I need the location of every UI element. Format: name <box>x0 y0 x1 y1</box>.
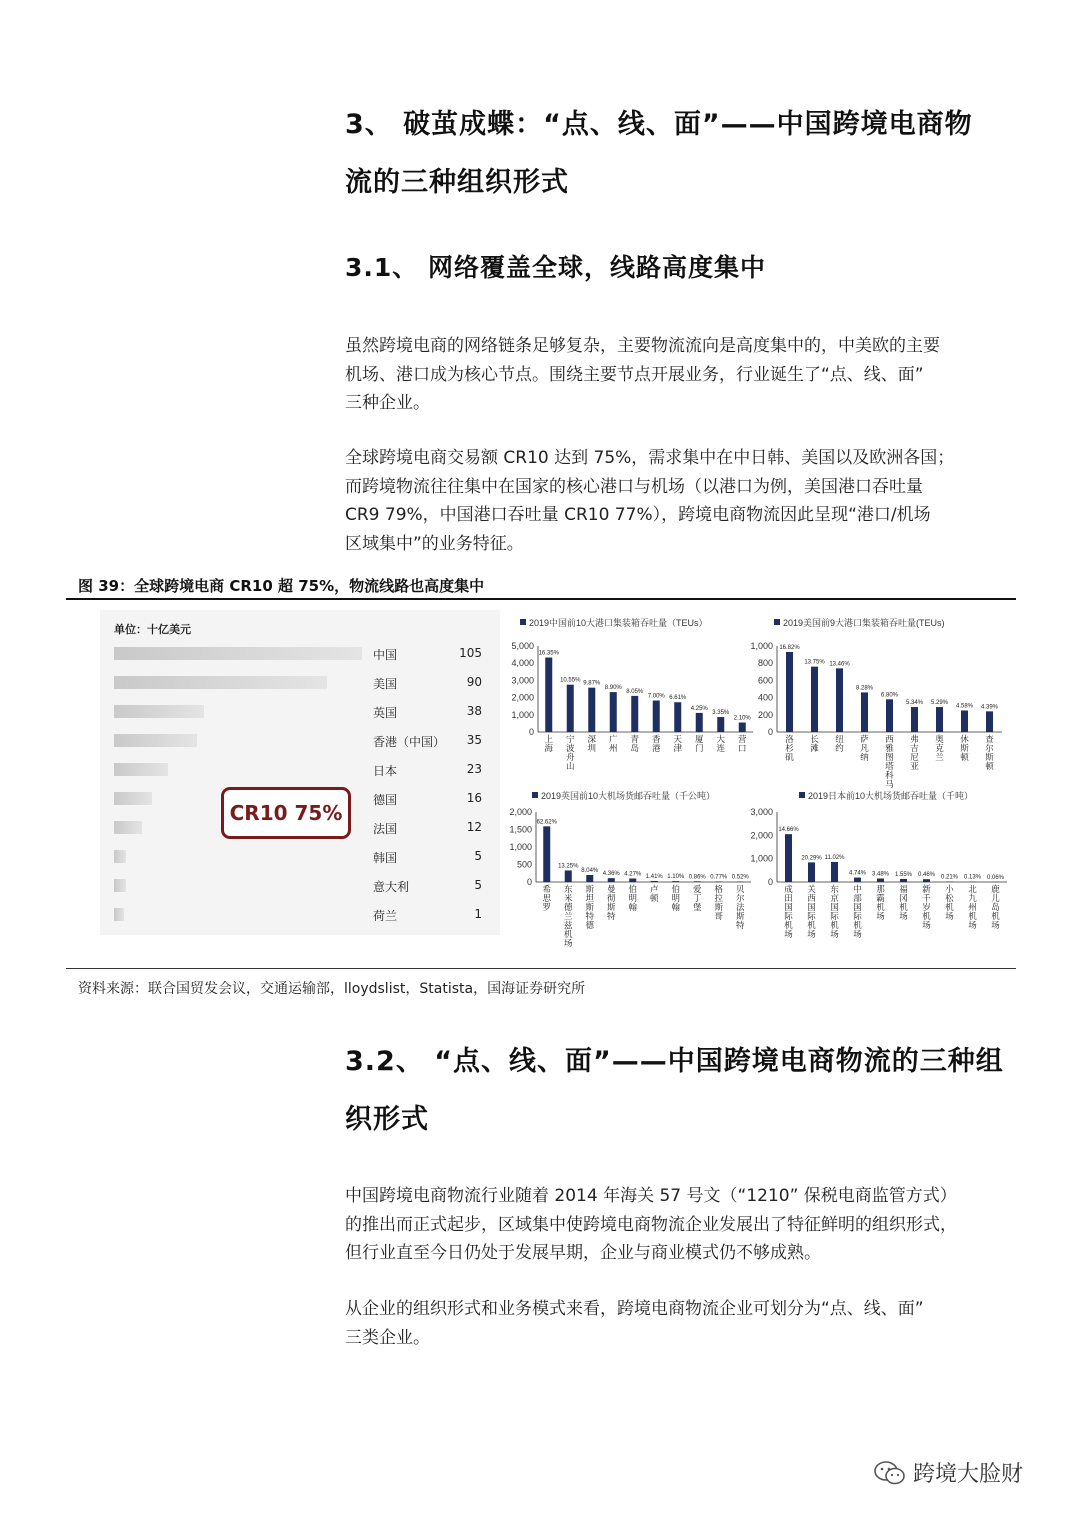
hbar-8 <box>114 879 126 892</box>
section-32-line1: 3.2、 “点、线、面”——中国跨境电商物流的三种组 <box>345 1046 1004 1077</box>
y-tick-label: 0 <box>528 727 534 737</box>
x-category-label: 弗吉尼亚 <box>910 735 919 772</box>
hbar-5 <box>114 792 152 805</box>
cr10-badge: CR10 75% <box>221 787 351 839</box>
vbar <box>651 881 658 882</box>
vbar <box>629 879 636 883</box>
watermark <box>873 1457 1023 1488</box>
data-label: 16.35% <box>538 650 559 657</box>
data-label: 2.10% <box>733 715 751 722</box>
x-category-label: 广州 <box>608 735 618 754</box>
x-category-label: 上海 <box>544 735 554 754</box>
vbar <box>672 881 679 882</box>
x-category-label: 厦门 <box>694 735 704 754</box>
chart-title-marker <box>520 619 526 625</box>
main-heading-line1: 3、 破茧成蝶：“点、线、面”——中国跨境电商物 <box>345 109 973 140</box>
x-category-label: 西雅图塔科马 <box>885 735 894 790</box>
vbar <box>696 713 703 732</box>
x-category-label: 希思罗 <box>542 885 552 913</box>
data-label: 4.36% <box>602 871 620 878</box>
y-tick-label: 1,000 <box>750 853 773 864</box>
figure-bottom-rule <box>66 968 1016 969</box>
x-category-label: 鹿儿岛机场 <box>991 885 1000 931</box>
section-32-line2: 织形式 <box>345 1104 429 1135</box>
y-tick-label: 1,000 <box>511 709 534 720</box>
data-label: 3.35% <box>712 710 730 717</box>
y-tick-label: 600 <box>757 675 773 686</box>
x-category-label: 成田国际机场 <box>784 885 793 940</box>
hbar-value-label: 5 <box>474 878 482 892</box>
data-label: 1.10% <box>667 874 685 881</box>
y-tick-label: 400 <box>757 692 773 703</box>
chart-title: 2019中国前10大港口集装箱吞吐量（TEUs） <box>529 618 708 628</box>
x-category-label: 天津 <box>673 735 683 754</box>
y-tick-label: 0 <box>526 877 532 887</box>
hbar-category-label: 中国 <box>373 648 398 662</box>
x-category-label: 大连 <box>716 735 726 754</box>
hbar-category-label: 荷兰 <box>373 909 398 923</box>
section-31-title: 3.1、 网络覆盖全球，线路高度集中 <box>345 253 766 282</box>
vbar <box>608 878 615 882</box>
hbar-2 <box>114 705 204 718</box>
data-label: 4.58% <box>955 703 974 710</box>
vbar <box>610 692 617 732</box>
para3-line1: 中国跨境电商物流行业随着 2014 年海关 57 号文（“1210” 保税电商监管方式） <box>345 1186 957 1206</box>
x-category-label: 格拉斯哥 <box>714 885 724 922</box>
paragraph-3 <box>345 1182 1015 1268</box>
vbar <box>653 701 660 732</box>
vbar <box>936 707 943 732</box>
data-label: 0.06% <box>986 874 1005 881</box>
hbar-value-label: 90 <box>466 675 482 689</box>
figure-title: 图 39：全球跨境电商 CR10 超 75%，物流线路也高度集中 <box>78 577 485 595</box>
paragraph-1 <box>345 332 1015 418</box>
hbar-category-label: 意大利 <box>373 880 410 894</box>
data-label: 9.87% <box>583 680 601 687</box>
paragraph-2 <box>345 444 1015 558</box>
x-category-label: 中部国际机场 <box>853 885 862 940</box>
para1-line3: 三种企业。 <box>345 393 430 413</box>
x-category-label: 爱丁堡 <box>692 885 702 913</box>
data-label: 3.48% <box>871 871 890 878</box>
vbar <box>831 862 838 882</box>
data-label: 1.55% <box>894 871 913 878</box>
data-label: 10.55% <box>560 677 581 684</box>
data-label: 62.62% <box>536 819 557 826</box>
vbar <box>694 881 701 882</box>
y-tick-label: 500 <box>516 859 532 870</box>
data-label: 1.41% <box>645 873 663 880</box>
vbar <box>545 658 552 732</box>
figure-top-rule <box>66 598 1016 600</box>
x-category-label: 那霸机场 <box>876 885 885 922</box>
chart-title-marker <box>774 619 780 625</box>
vbar <box>631 696 638 732</box>
vbar <box>565 870 572 882</box>
section-32-title <box>345 1033 1015 1149</box>
para4-line1: 从企业的组织形式和业务模式来看，跨境电商物流企业可划分为“点、线、面” <box>345 1299 924 1319</box>
wechat-icon <box>873 1460 907 1486</box>
x-category-label: 伯明翰 <box>628 885 638 913</box>
vbar <box>923 879 930 882</box>
x-category-label: 查尔斯顿 <box>985 735 994 772</box>
x-category-label: 曼彻斯特 <box>606 885 616 922</box>
paragraph-4 <box>345 1295 1015 1352</box>
para2-line2: 而跨境物流往往集中在国家的核心港口与机场（以港口为例，美国港口吞吐量 <box>345 476 923 497</box>
y-tick-label: 200 <box>757 709 773 720</box>
main-heading <box>345 96 1015 212</box>
data-label: 8.05% <box>626 688 644 695</box>
y-tick-label: 2,000 <box>750 830 773 841</box>
y-tick-label: 5,000 <box>511 641 534 651</box>
chart-title: 2019英国前10大机场货邮吞吐量（千公吨） <box>541 791 716 801</box>
x-category-label: 卢顿 <box>649 885 659 904</box>
data-label: 0.46% <box>917 872 936 879</box>
data-label: 14.66% <box>778 827 799 834</box>
x-category-label: 北九州机场 <box>968 885 977 931</box>
y-tick-label: 2,000 <box>511 692 534 703</box>
x-category-label: 长滩 <box>810 735 819 754</box>
para1-line1: 虽然跨境电商的网络链条足够复杂，主要物流流向是高度集中的，中美欧的主要 <box>345 336 940 356</box>
hbar-category-label: 日本 <box>373 764 398 778</box>
hbar-category-label: 英国 <box>373 706 398 720</box>
port-airport-charts <box>500 608 1015 953</box>
hbar-1 <box>114 676 327 689</box>
y-tick-label: 1,000 <box>750 641 773 651</box>
x-category-label: 福冈机场 <box>899 885 908 922</box>
vbar <box>854 878 861 882</box>
chart-title-marker <box>532 792 538 798</box>
figure-source: 资料来源：联合国贸发会议，交通运输部，lloydslist，Statista，国海证券研究所 <box>78 981 586 997</box>
vbar <box>911 707 918 732</box>
vbar <box>715 881 722 882</box>
para3-line2: 的推出而正式起步，区域集中使跨境电商物流企业发展出了特征鲜明的组织形式， <box>345 1214 957 1235</box>
x-category-label: 贝尔法斯特 <box>735 885 745 931</box>
data-label: 13.46% <box>829 661 850 668</box>
x-category-label: 新千岁机场 <box>922 885 931 931</box>
data-label: 13.75% <box>804 659 825 666</box>
x-category-label: 香港 <box>651 735 661 754</box>
x-category-label: 小松机场 <box>945 885 954 922</box>
vbar <box>886 699 893 732</box>
x-category-label: 休斯顿 <box>960 735 969 763</box>
data-label: 8.90% <box>604 685 622 692</box>
hbar-category-label: 德国 <box>373 793 398 807</box>
hbar-value-label: 5 <box>474 849 482 863</box>
data-label: 6.80% <box>880 692 899 699</box>
vbar <box>900 879 907 882</box>
data-label: 4.27% <box>624 871 642 878</box>
vbar <box>811 667 818 732</box>
chart-title-marker <box>799 792 805 798</box>
para2-line1: 全球跨境电商交易额 CR10 达到 75%，需求集中在中日韩、美国以及欧洲各国； <box>345 448 955 468</box>
chart-title: 2019美国前9大港口集装箱吞吐量(TEUs) <box>783 618 945 628</box>
data-label: 4.39% <box>980 704 999 711</box>
vbar <box>986 711 993 732</box>
x-category-label: 宁波舟山 <box>565 735 575 772</box>
x-category-label: 关西国际机场 <box>807 885 816 940</box>
hbar-category-label: 法国 <box>373 822 398 836</box>
data-label: 4.74% <box>848 870 867 877</box>
y-tick-label: 1,000 <box>509 842 532 852</box>
data-label: 8.28% <box>855 685 874 692</box>
hbar-value-label: 35 <box>466 733 482 747</box>
x-category-label: 深圳 <box>587 735 597 754</box>
x-category-label: 洛杉矶 <box>785 735 794 763</box>
hbar-value-label: 23 <box>466 762 482 776</box>
vbar <box>836 668 843 732</box>
data-label: 4.25% <box>690 705 708 712</box>
data-label: 7.00% <box>647 693 665 700</box>
vbar <box>877 879 884 883</box>
chart-title: 2019日本前10大机场货邮吞吐量（千吨） <box>808 791 974 801</box>
hbar-9 <box>114 908 124 921</box>
hbar-category-label: 韩国 <box>373 851 398 865</box>
data-label: 6.61% <box>669 695 687 702</box>
hbar-value-label: 38 <box>466 704 482 718</box>
data-label: 0.13% <box>963 874 982 881</box>
hbar-4 <box>114 763 168 776</box>
vbar <box>543 826 550 882</box>
y-tick-label: 0 <box>767 727 773 737</box>
watermark-text: 跨境大脸财 <box>913 1462 1024 1487</box>
hbar-6 <box>114 821 142 834</box>
x-category-label: 东京国际机场 <box>830 885 839 940</box>
unit-label: 单位：十亿美元 <box>114 623 191 636</box>
para3-line3: 但行业直至今日仍处于发展早期，企业与商业模式仍不够成熟。 <box>345 1243 821 1263</box>
vbar <box>567 685 574 732</box>
vbar <box>739 723 746 732</box>
hbar-value-label: 12 <box>466 820 482 834</box>
data-label: 16.82% <box>779 645 800 652</box>
x-category-label: 青岛 <box>630 735 640 754</box>
hbar-value-label: 16 <box>466 791 482 805</box>
y-tick-label: 4,000 <box>511 658 534 669</box>
data-label: 0.77% <box>710 874 728 881</box>
y-tick-label: 800 <box>757 658 773 669</box>
para1-line2: 机场、港口成为核心节点。围绕主要节点开展业务，行业诞生了“点、线、面” <box>345 364 924 385</box>
data-label: 5.29% <box>930 700 949 707</box>
vbar <box>786 652 793 732</box>
x-category-label: 伯明翰 <box>671 885 681 913</box>
y-tick-label: 3,000 <box>750 807 773 817</box>
hbar-category-label: 香港（中国） <box>373 735 446 749</box>
x-category-label: 纽约 <box>835 735 844 754</box>
data-label: 20.29% <box>801 855 822 862</box>
data-label: 8.04% <box>581 868 599 874</box>
para2-line4: 区域集中”的业务特征。 <box>345 533 524 554</box>
data-label: 0.86% <box>688 874 706 881</box>
hbar-3 <box>114 734 197 747</box>
para2-line3: CR9 79%，中国港口吞吐量 CR10 77%），跨境电商物流因此呈现“港口/机场 <box>345 505 931 525</box>
vbar <box>861 692 868 732</box>
vbar <box>808 862 815 882</box>
hbar-category-label: 美国 <box>373 677 398 691</box>
main-heading-line2: 流的三种组织形式 <box>345 167 569 198</box>
y-tick-label: 1,500 <box>509 824 532 835</box>
x-category-label: 营口 <box>737 735 747 754</box>
data-label: 13.25% <box>558 863 579 870</box>
hbar-value-label: 1 <box>474 907 482 921</box>
x-category-label: 萨凡纳 <box>860 735 869 763</box>
vbar <box>588 688 595 732</box>
vbar <box>674 702 681 732</box>
vbar <box>717 717 724 732</box>
hbar-7 <box>114 850 126 863</box>
x-category-label: 斯坦斯特德 <box>585 885 595 931</box>
data-label: 11.02% <box>824 854 845 861</box>
vbar <box>586 875 593 882</box>
vbar <box>785 834 792 882</box>
y-tick-label: 2,000 <box>509 807 532 817</box>
y-tick-label: 0 <box>767 877 773 887</box>
hbar-0 <box>114 647 362 660</box>
x-category-label: 东米德兰兹机场 <box>563 885 573 949</box>
x-category-label: 奥克兰 <box>935 735 944 763</box>
data-label: 0.21% <box>940 874 959 881</box>
y-tick-label: 3,000 <box>511 675 534 686</box>
data-label: 0.52% <box>731 874 749 881</box>
vbar <box>961 711 968 733</box>
hbar-value-label: 105 <box>459 646 482 660</box>
data-label: 5.34% <box>905 700 924 707</box>
para4-line2: 三类企业。 <box>345 1327 430 1348</box>
